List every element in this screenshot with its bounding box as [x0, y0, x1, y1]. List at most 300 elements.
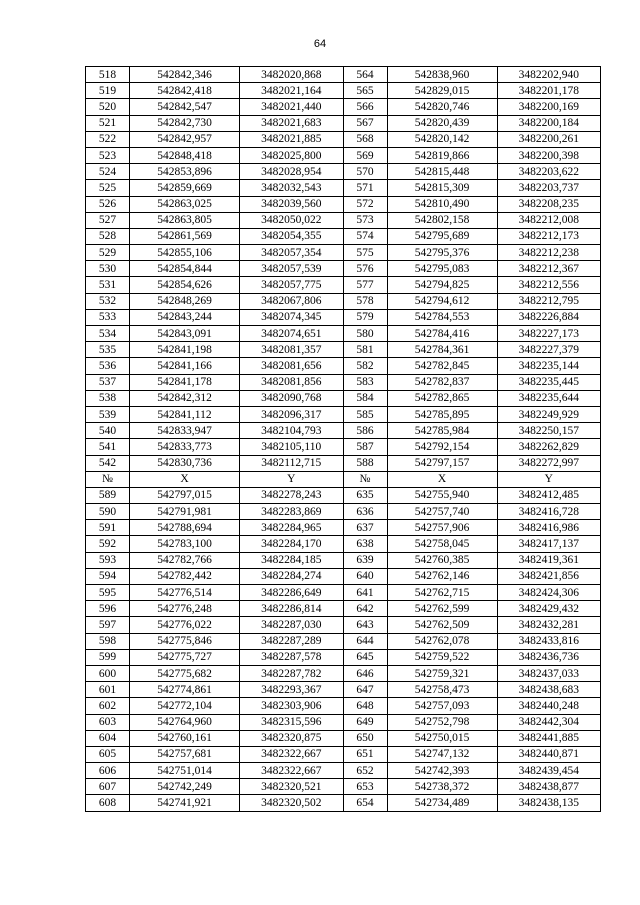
y-coordinate-cell: 3482096,317 — [240, 406, 344, 422]
table-row — [86, 390, 601, 406]
y-coordinate-cell: 3482278,243 — [240, 487, 344, 503]
point-number-cell: 605 — [86, 746, 130, 762]
point-number-cell: 587 — [343, 439, 387, 455]
column-header: № — [343, 471, 387, 487]
y-coordinate-cell: 3482067,806 — [240, 293, 344, 309]
y-coordinate-cell: 3482081,856 — [240, 374, 344, 390]
point-number-cell: 527 — [86, 212, 130, 228]
x-coordinate-cell: 542772,104 — [130, 698, 240, 714]
table-row — [86, 99, 601, 115]
point-number-cell: 651 — [343, 746, 387, 762]
y-coordinate-cell: 3482249,929 — [497, 406, 601, 422]
y-coordinate-cell: 3482417,137 — [497, 536, 601, 552]
y-coordinate-cell: 3482315,596 — [240, 714, 344, 730]
x-coordinate-cell: 542859,669 — [130, 180, 240, 196]
x-coordinate-cell: 542774,861 — [130, 682, 240, 698]
table-row — [86, 536, 601, 552]
header-row — [86, 471, 601, 487]
point-number-cell: 572 — [343, 196, 387, 212]
table-row — [86, 164, 601, 180]
x-coordinate-cell: 542782,766 — [130, 552, 240, 568]
point-number-cell: 591 — [86, 520, 130, 536]
y-coordinate-cell: 3482419,361 — [497, 552, 601, 568]
column-header: Y — [240, 471, 344, 487]
point-number-cell: 538 — [86, 390, 130, 406]
point-number-cell: 540 — [86, 423, 130, 439]
x-coordinate-cell: 542788,694 — [130, 520, 240, 536]
y-coordinate-cell: 3482112,715 — [240, 455, 344, 471]
point-number-cell: 601 — [86, 682, 130, 698]
table-row — [86, 763, 601, 779]
point-number-cell: 530 — [86, 261, 130, 277]
x-coordinate-cell: 542757,681 — [130, 746, 240, 762]
x-coordinate-cell: 542760,385 — [387, 552, 497, 568]
y-coordinate-cell: 3482442,304 — [497, 714, 601, 730]
x-coordinate-cell: 542760,161 — [130, 730, 240, 746]
y-coordinate-cell: 3482028,954 — [240, 164, 344, 180]
point-number-cell: 585 — [343, 406, 387, 422]
y-coordinate-cell: 3482235,144 — [497, 358, 601, 374]
point-number-cell: 590 — [86, 504, 130, 520]
x-coordinate-cell: 542795,689 — [387, 228, 497, 244]
point-number-cell: 564 — [343, 67, 387, 83]
point-number-cell: 529 — [86, 245, 130, 261]
point-number-cell: 541 — [86, 439, 130, 455]
x-coordinate-cell: 542758,045 — [387, 536, 497, 552]
point-number-cell: 593 — [86, 552, 130, 568]
y-coordinate-cell: 3482104,793 — [240, 423, 344, 439]
x-coordinate-cell: 542776,022 — [130, 617, 240, 633]
point-number-cell: 600 — [86, 665, 130, 681]
x-coordinate-cell: 542784,416 — [387, 326, 497, 342]
x-coordinate-cell: 542757,740 — [387, 504, 497, 520]
x-coordinate-cell: 542842,346 — [130, 67, 240, 83]
table-row — [86, 714, 601, 730]
y-coordinate-cell: 3482032,543 — [240, 180, 344, 196]
point-number-cell: 597 — [86, 617, 130, 633]
table-row — [86, 730, 601, 746]
point-number-cell: 603 — [86, 714, 130, 730]
y-coordinate-cell: 3482081,357 — [240, 342, 344, 358]
y-coordinate-cell: 3482424,306 — [497, 585, 601, 601]
y-coordinate-cell: 3482320,502 — [240, 795, 344, 811]
y-coordinate-cell: 3482440,871 — [497, 746, 601, 762]
x-coordinate-cell: 542750,015 — [387, 730, 497, 746]
y-coordinate-cell: 3482320,875 — [240, 730, 344, 746]
table-row — [86, 439, 601, 455]
y-coordinate-cell: 3482212,367 — [497, 261, 601, 277]
x-coordinate-cell: 542742,249 — [130, 779, 240, 795]
y-coordinate-cell: 3482287,782 — [240, 665, 344, 681]
y-coordinate-cell: 3482322,667 — [240, 746, 344, 762]
table-row — [86, 633, 601, 649]
x-coordinate-cell: 542775,727 — [130, 649, 240, 665]
x-coordinate-cell: 542838,960 — [387, 67, 497, 83]
point-number-cell: 535 — [86, 342, 130, 358]
table-row — [86, 795, 601, 811]
table-row — [86, 374, 601, 390]
y-coordinate-cell: 3482432,281 — [497, 617, 601, 633]
table-row — [86, 406, 601, 422]
y-coordinate-cell: 3482416,728 — [497, 504, 601, 520]
table-row — [86, 504, 601, 520]
point-number-cell: 534 — [86, 326, 130, 342]
x-coordinate-cell: 542762,715 — [387, 585, 497, 601]
table-row — [86, 698, 601, 714]
y-coordinate-cell: 3482200,169 — [497, 99, 601, 115]
point-number-cell: 525 — [86, 180, 130, 196]
y-coordinate-cell: 3482054,355 — [240, 228, 344, 244]
y-coordinate-cell: 3482441,885 — [497, 730, 601, 746]
y-coordinate-cell: 3482322,667 — [240, 763, 344, 779]
point-number-cell: 518 — [86, 67, 130, 83]
point-number-cell: 639 — [343, 552, 387, 568]
x-coordinate-cell: 542776,248 — [130, 601, 240, 617]
x-coordinate-cell: 542843,091 — [130, 326, 240, 342]
point-number-cell: 598 — [86, 633, 130, 649]
x-coordinate-cell: 542784,361 — [387, 342, 497, 358]
x-coordinate-cell: 542833,773 — [130, 439, 240, 455]
x-coordinate-cell: 542782,865 — [387, 390, 497, 406]
x-coordinate-cell: 542842,547 — [130, 99, 240, 115]
point-number-cell: 568 — [343, 131, 387, 147]
point-number-cell: 638 — [343, 536, 387, 552]
x-coordinate-cell: 542815,309 — [387, 180, 497, 196]
y-coordinate-cell: 3482416,986 — [497, 520, 601, 536]
point-number-cell: 589 — [86, 487, 130, 503]
table-row — [86, 115, 601, 131]
table-row — [86, 196, 601, 212]
table-row — [86, 326, 601, 342]
point-number-cell: 654 — [343, 795, 387, 811]
y-coordinate-cell: 3482227,379 — [497, 342, 601, 358]
y-coordinate-cell: 3482284,170 — [240, 536, 344, 552]
y-coordinate-cell: 3482235,644 — [497, 390, 601, 406]
point-number-cell: 643 — [343, 617, 387, 633]
y-coordinate-cell: 3482212,173 — [497, 228, 601, 244]
x-coordinate-cell: 542842,730 — [130, 115, 240, 131]
y-coordinate-cell: 3482284,274 — [240, 568, 344, 584]
table-row — [86, 67, 601, 83]
x-coordinate-cell: 542752,798 — [387, 714, 497, 730]
point-number-cell: 594 — [86, 568, 130, 584]
x-coordinate-cell: 542747,132 — [387, 746, 497, 762]
y-coordinate-cell: 3482057,539 — [240, 261, 344, 277]
x-coordinate-cell: 542843,244 — [130, 309, 240, 325]
y-coordinate-cell: 3482050,022 — [240, 212, 344, 228]
point-number-cell: 532 — [86, 293, 130, 309]
point-number-cell: 570 — [343, 164, 387, 180]
table-row — [86, 665, 601, 681]
x-coordinate-cell: 542762,146 — [387, 568, 497, 584]
x-coordinate-cell: 542819,866 — [387, 147, 497, 163]
point-number-cell: 650 — [343, 730, 387, 746]
x-coordinate-cell: 542810,490 — [387, 196, 497, 212]
y-coordinate-cell: 3482200,398 — [497, 147, 601, 163]
x-coordinate-cell: 542757,906 — [387, 520, 497, 536]
y-coordinate-cell: 3482203,622 — [497, 164, 601, 180]
y-coordinate-cell: 3482227,173 — [497, 326, 601, 342]
table-row — [86, 487, 601, 503]
y-coordinate-cell: 3482429,432 — [497, 601, 601, 617]
x-coordinate-cell: 542742,393 — [387, 763, 497, 779]
x-coordinate-cell: 542782,837 — [387, 374, 497, 390]
y-coordinate-cell: 3482025,800 — [240, 147, 344, 163]
point-number-cell: 586 — [343, 423, 387, 439]
x-coordinate-cell: 542848,418 — [130, 147, 240, 163]
y-coordinate-cell: 3482286,649 — [240, 585, 344, 601]
point-number-cell: 577 — [343, 277, 387, 293]
table-row — [86, 228, 601, 244]
y-coordinate-cell: 3482440,248 — [497, 698, 601, 714]
point-number-cell: 645 — [343, 649, 387, 665]
point-number-cell: 649 — [343, 714, 387, 730]
x-coordinate-cell: 542830,736 — [130, 455, 240, 471]
x-coordinate-cell: 542782,845 — [387, 358, 497, 374]
x-coordinate-cell: 542738,372 — [387, 779, 497, 795]
y-coordinate-cell: 3482262,829 — [497, 439, 601, 455]
table-row — [86, 520, 601, 536]
x-coordinate-cell: 542820,142 — [387, 131, 497, 147]
point-number-cell: 652 — [343, 763, 387, 779]
column-header: X — [387, 471, 497, 487]
x-coordinate-cell: 542833,947 — [130, 423, 240, 439]
y-coordinate-cell: 3482438,683 — [497, 682, 601, 698]
table-row — [86, 455, 601, 471]
x-coordinate-cell: 542820,746 — [387, 99, 497, 115]
y-coordinate-cell: 3482200,184 — [497, 115, 601, 131]
table-row — [86, 552, 601, 568]
x-coordinate-cell: 542758,473 — [387, 682, 497, 698]
x-coordinate-cell: 542841,198 — [130, 342, 240, 358]
table-row — [86, 568, 601, 584]
point-number-cell: 579 — [343, 309, 387, 325]
point-number-cell: 602 — [86, 698, 130, 714]
x-coordinate-cell: 542755,940 — [387, 487, 497, 503]
table-row — [86, 212, 601, 228]
y-coordinate-cell: 3482437,033 — [497, 665, 601, 681]
point-number-cell: 565 — [343, 83, 387, 99]
y-coordinate-cell: 3482081,656 — [240, 358, 344, 374]
y-coordinate-cell: 3482039,560 — [240, 196, 344, 212]
x-coordinate-cell: 542775,682 — [130, 665, 240, 681]
y-coordinate-cell: 3482284,185 — [240, 552, 344, 568]
point-number-cell: 644 — [343, 633, 387, 649]
point-number-cell: 567 — [343, 115, 387, 131]
x-coordinate-cell: 542854,844 — [130, 261, 240, 277]
x-coordinate-cell: 542762,078 — [387, 633, 497, 649]
point-number-cell: 575 — [343, 245, 387, 261]
point-number-cell: 522 — [86, 131, 130, 147]
point-number-cell: 653 — [343, 779, 387, 795]
x-coordinate-cell: 542853,896 — [130, 164, 240, 180]
table-row — [86, 585, 601, 601]
x-coordinate-cell: 542815,448 — [387, 164, 497, 180]
y-coordinate-cell: 3482272,997 — [497, 455, 601, 471]
y-coordinate-cell: 3482212,238 — [497, 245, 601, 261]
y-coordinate-cell: 3482250,157 — [497, 423, 601, 439]
table-row — [86, 309, 601, 325]
y-coordinate-cell: 3482235,445 — [497, 374, 601, 390]
point-number-cell: 528 — [86, 228, 130, 244]
table-row — [86, 293, 601, 309]
y-coordinate-cell: 3482433,816 — [497, 633, 601, 649]
y-coordinate-cell: 3482203,737 — [497, 180, 601, 196]
table-row — [86, 779, 601, 795]
x-coordinate-cell: 542764,960 — [130, 714, 240, 730]
point-number-cell: 646 — [343, 665, 387, 681]
table-row — [86, 83, 601, 99]
point-number-cell: 641 — [343, 585, 387, 601]
y-coordinate-cell: 3482287,289 — [240, 633, 344, 649]
point-number-cell: 647 — [343, 682, 387, 698]
y-coordinate-cell: 3482057,354 — [240, 245, 344, 261]
x-coordinate-cell: 542791,981 — [130, 504, 240, 520]
x-coordinate-cell: 542855,106 — [130, 245, 240, 261]
x-coordinate-cell: 542734,489 — [387, 795, 497, 811]
x-coordinate-cell: 542842,312 — [130, 390, 240, 406]
point-number-cell: 608 — [86, 795, 130, 811]
point-number-cell: 581 — [343, 342, 387, 358]
y-coordinate-cell: 3482212,008 — [497, 212, 601, 228]
point-number-cell: 580 — [343, 326, 387, 342]
x-coordinate-cell: 542783,100 — [130, 536, 240, 552]
y-coordinate-cell: 3482226,884 — [497, 309, 601, 325]
table-row — [86, 601, 601, 617]
y-coordinate-cell: 3482202,940 — [497, 67, 601, 83]
x-coordinate-cell: 542841,166 — [130, 358, 240, 374]
point-number-cell: 578 — [343, 293, 387, 309]
y-coordinate-cell: 3482021,440 — [240, 99, 344, 115]
y-coordinate-cell: 3482412,485 — [497, 487, 601, 503]
point-number-cell: 640 — [343, 568, 387, 584]
point-number-cell: 595 — [86, 585, 130, 601]
x-coordinate-cell: 542785,984 — [387, 423, 497, 439]
point-number-cell: 519 — [86, 83, 130, 99]
x-coordinate-cell: 542741,921 — [130, 795, 240, 811]
x-coordinate-cell: 542795,083 — [387, 261, 497, 277]
column-header: Y — [497, 471, 601, 487]
column-header: № — [86, 471, 130, 487]
table-row — [86, 261, 601, 277]
x-coordinate-cell: 542820,439 — [387, 115, 497, 131]
x-coordinate-cell: 542842,957 — [130, 131, 240, 147]
x-coordinate-cell: 542797,157 — [387, 455, 497, 471]
x-coordinate-cell: 542854,626 — [130, 277, 240, 293]
y-coordinate-cell: 3482020,868 — [240, 67, 344, 83]
point-number-cell: 531 — [86, 277, 130, 293]
y-coordinate-cell: 3482286,814 — [240, 601, 344, 617]
point-number-cell: 607 — [86, 779, 130, 795]
point-number-cell: 635 — [343, 487, 387, 503]
y-coordinate-cell: 3482212,556 — [497, 277, 601, 293]
y-coordinate-cell: 3482074,651 — [240, 326, 344, 342]
x-coordinate-cell: 542829,015 — [387, 83, 497, 99]
y-coordinate-cell: 3482201,178 — [497, 83, 601, 99]
y-coordinate-cell: 3482287,030 — [240, 617, 344, 633]
y-coordinate-cell: 3482438,135 — [497, 795, 601, 811]
y-coordinate-cell: 3482303,906 — [240, 698, 344, 714]
y-coordinate-cell: 3482074,345 — [240, 309, 344, 325]
y-coordinate-cell: 3482212,795 — [497, 293, 601, 309]
y-coordinate-cell: 3482283,869 — [240, 504, 344, 520]
point-number-cell: 574 — [343, 228, 387, 244]
column-header: X — [130, 471, 240, 487]
table-row — [86, 423, 601, 439]
x-coordinate-cell: 542782,442 — [130, 568, 240, 584]
point-number-cell: 524 — [86, 164, 130, 180]
point-number-cell: 542 — [86, 455, 130, 471]
x-coordinate-cell: 542785,895 — [387, 406, 497, 422]
y-coordinate-cell: 3482287,578 — [240, 649, 344, 665]
point-number-cell: 637 — [343, 520, 387, 536]
point-number-cell: 536 — [86, 358, 130, 374]
point-number-cell: 521 — [86, 115, 130, 131]
table-row — [86, 147, 601, 163]
x-coordinate-cell: 542842,418 — [130, 83, 240, 99]
x-coordinate-cell: 542841,112 — [130, 406, 240, 422]
point-number-cell: 584 — [343, 390, 387, 406]
x-coordinate-cell: 542863,805 — [130, 212, 240, 228]
x-coordinate-cell: 542802,158 — [387, 212, 497, 228]
table-row — [86, 617, 601, 633]
x-coordinate-cell: 542794,825 — [387, 277, 497, 293]
point-number-cell: 592 — [86, 536, 130, 552]
y-coordinate-cell: 3482090,768 — [240, 390, 344, 406]
point-number-cell: 526 — [86, 196, 130, 212]
point-number-cell: 588 — [343, 455, 387, 471]
point-number-cell: 571 — [343, 180, 387, 196]
table-row — [86, 277, 601, 293]
point-number-cell: 648 — [343, 698, 387, 714]
y-coordinate-cell: 3482021,164 — [240, 83, 344, 99]
x-coordinate-cell: 542794,612 — [387, 293, 497, 309]
coordinates-table — [85, 66, 601, 812]
point-number-cell: 537 — [86, 374, 130, 390]
point-number-cell: 604 — [86, 730, 130, 746]
y-coordinate-cell: 3482284,965 — [240, 520, 344, 536]
y-coordinate-cell: 3482436,736 — [497, 649, 601, 665]
point-number-cell: 539 — [86, 406, 130, 422]
x-coordinate-cell: 542797,015 — [130, 487, 240, 503]
point-number-cell: 566 — [343, 99, 387, 115]
x-coordinate-cell: 542759,522 — [387, 649, 497, 665]
point-number-cell: 520 — [86, 99, 130, 115]
table-row — [86, 180, 601, 196]
x-coordinate-cell: 542775,846 — [130, 633, 240, 649]
point-number-cell: 576 — [343, 261, 387, 277]
x-coordinate-cell: 542759,321 — [387, 665, 497, 681]
y-coordinate-cell: 3482421,856 — [497, 568, 601, 584]
y-coordinate-cell: 3482320,521 — [240, 779, 344, 795]
table-row — [86, 682, 601, 698]
x-coordinate-cell: 542795,376 — [387, 245, 497, 261]
x-coordinate-cell: 542792,154 — [387, 439, 497, 455]
y-coordinate-cell: 3482105,110 — [240, 439, 344, 455]
x-coordinate-cell: 542751,014 — [130, 763, 240, 779]
x-coordinate-cell: 542841,178 — [130, 374, 240, 390]
y-coordinate-cell: 3482200,261 — [497, 131, 601, 147]
point-number-cell: 636 — [343, 504, 387, 520]
x-coordinate-cell: 542776,514 — [130, 585, 240, 601]
point-number-cell: 582 — [343, 358, 387, 374]
y-coordinate-cell: 3482021,683 — [240, 115, 344, 131]
point-number-cell: 533 — [86, 309, 130, 325]
y-coordinate-cell: 3482439,454 — [497, 763, 601, 779]
x-coordinate-cell: 542863,025 — [130, 196, 240, 212]
x-coordinate-cell: 542784,553 — [387, 309, 497, 325]
point-number-cell: 523 — [86, 147, 130, 163]
